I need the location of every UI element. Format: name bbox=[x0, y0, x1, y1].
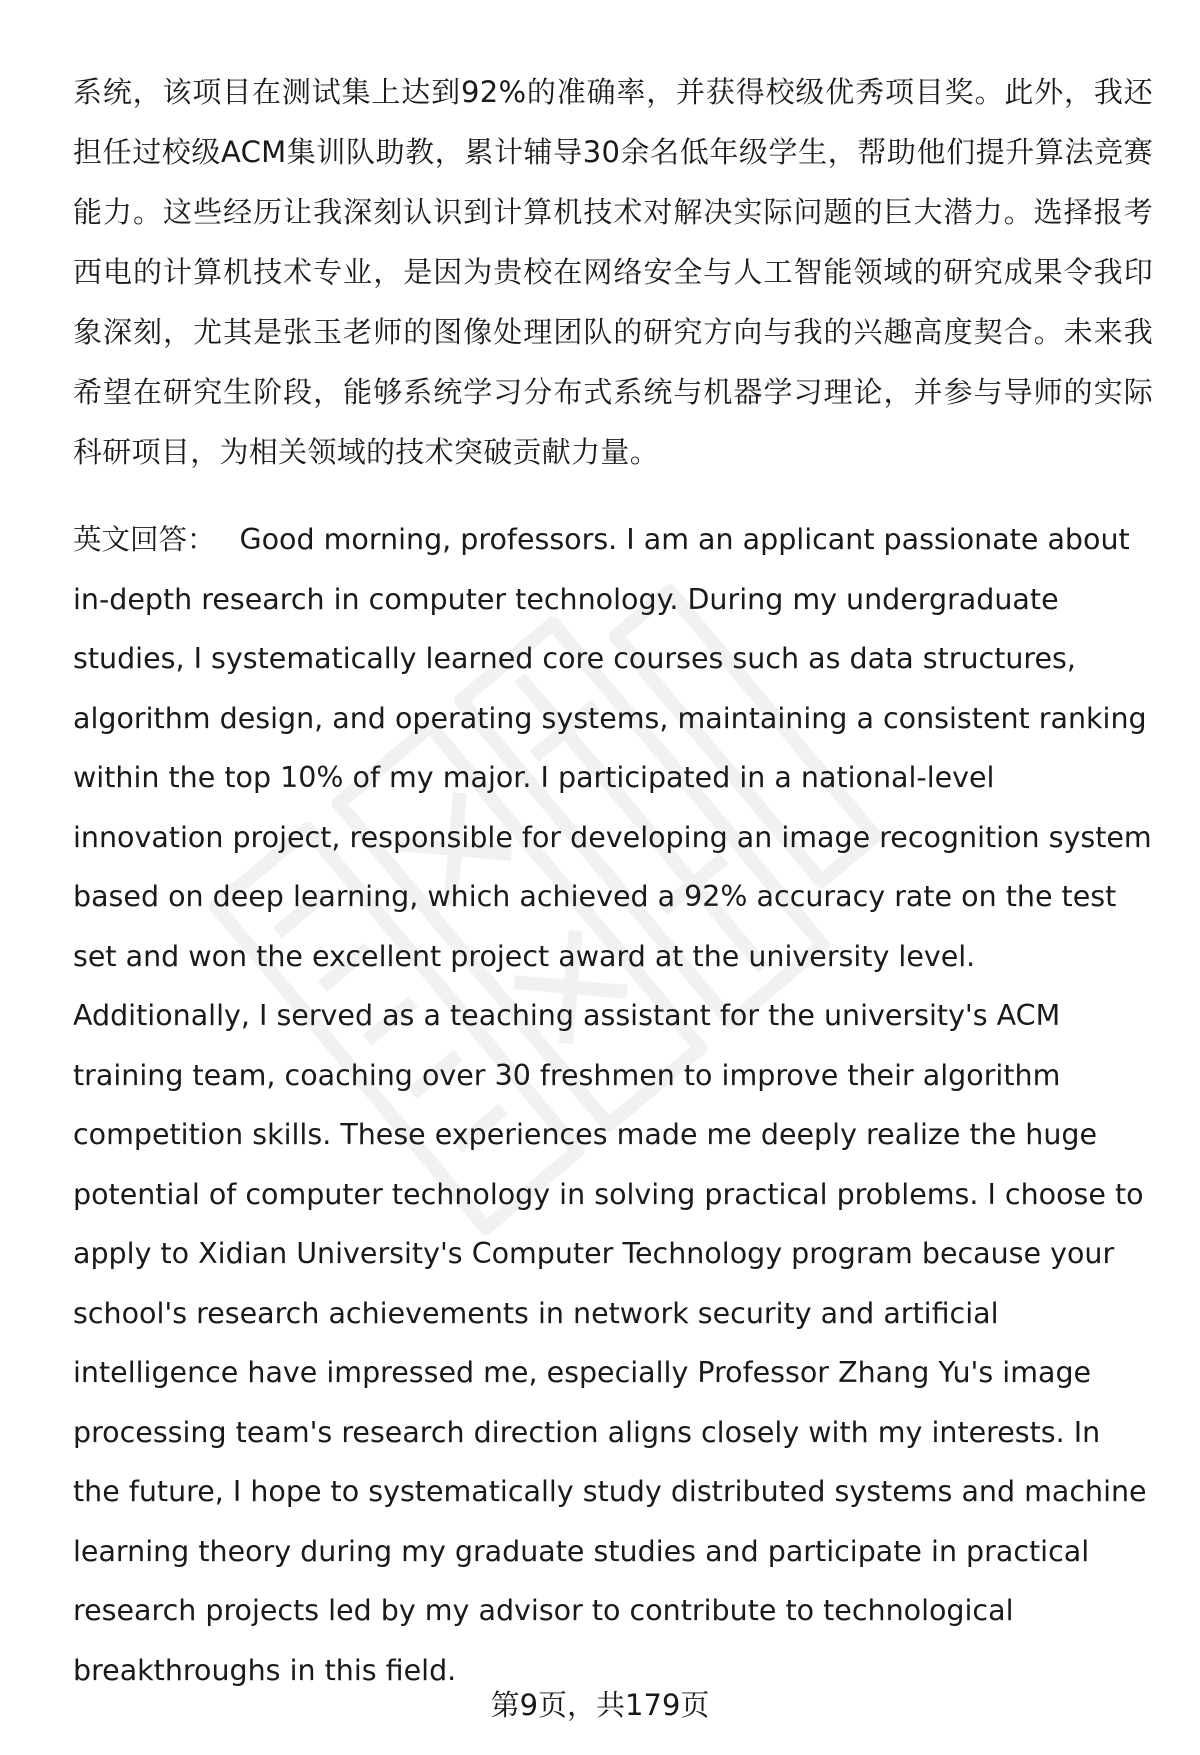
chinese-answer-paragraph: 系统，该项目在测试集上达到92%的准确率，并获得校级优秀项目奖。此外，我还担任过校级ACM集训队助教，累计辅导30余名低年级学生，帮助他们提升算法竞赛能力。这些经历让我深刻认识到计算机技术对解决实际问题的巨大潜力。选择报考西电的计算机技术专业，是因为贵校在网络安全与人工智能领域的研究成果令我印象深刻，尤其是张玉老师的图像处理团队的研究方向与我的兴趣高度契合。未来我希望在研究生阶段，能够系统学习分布式系统与机器学习理论，并参与导师的实际科研项目，为相关领域的技术突破贡献力量。 bbox=[73, 75, 1153, 469]
english-answer-label: 英文回答： bbox=[73, 523, 216, 556]
page-number-footer: 第9页，共179页 bbox=[490, 1688, 710, 1722]
english-answer-paragraph bbox=[73, 510, 1153, 1700]
english-answer-text: Good morning, professors. I am an applicant passionate about in-depth research in computer technology. During my undergraduate studies, I systematically learned core courses such as data structures, algorithm design, and operating systems, maintaining a consistent ranking within the top 10% of my major. I participated in a national-level innovation project, responsible for developing an image recognition system based on deep learning, which achieved a 92% accuracy rate on the test set and won the excellent project award at the university level. Additionally, I served as a teaching assistant for the university's ACM training team, coaching over 30 freshmen to improve their algorithm competition skills. These experiences made me deeply realize the huge potential of computer technology in solving practical problems. I choose to apply to Xidian University's Computer Technology program because your school's research achievements in network security and artificial intelligence have impressed me, especially Professor Zhang Yu's image processing team's research direction aligns closely with my interests. In the future, I hope to systematically study distributed systems and machine learning theory during my graduate studies and participate in practical research projects led by my advisor to contribute to technological breakthroughs in this field. bbox=[73, 523, 1152, 1687]
document-body bbox=[73, 62, 1153, 1700]
